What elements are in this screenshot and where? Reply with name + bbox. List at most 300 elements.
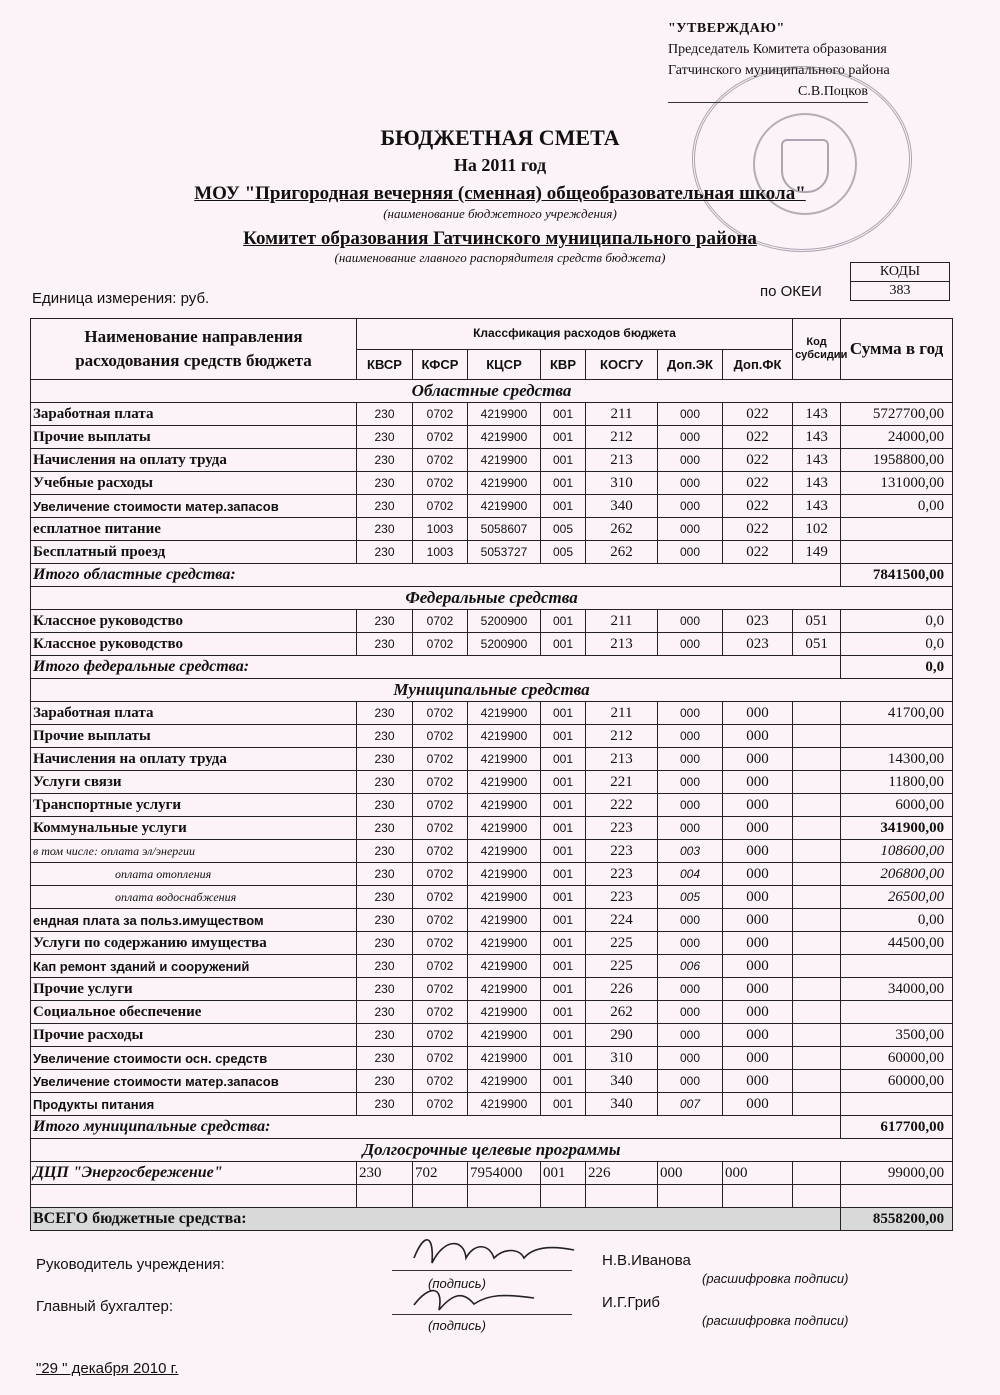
row-sum: 44500,00 — [841, 932, 953, 955]
class-code: 000 — [658, 748, 723, 771]
table-row — [31, 1070, 953, 1093]
row-name: Заработная плата — [31, 403, 357, 426]
class-code: 4219900 — [468, 472, 541, 495]
class-code: 0702 — [413, 426, 468, 449]
class-code: 000 — [723, 1024, 793, 1047]
class-code: 000 — [723, 955, 793, 978]
class-code: 262 — [586, 1001, 658, 1024]
class-code: 000 — [658, 725, 723, 748]
class-code: 230 — [357, 633, 413, 656]
class-code: 001 — [541, 495, 586, 518]
subtotal-row — [31, 1116, 953, 1139]
subsidy-code: 143 — [793, 472, 841, 495]
accountant-name: И.Г.Гриб — [602, 1294, 661, 1311]
row-name: Прочие услуги — [31, 978, 357, 1001]
table-row — [31, 633, 953, 656]
section-title: Долгосрочные целевые программы — [31, 1139, 953, 1162]
class-code: 001 — [541, 1024, 586, 1047]
class-code: 4219900 — [468, 495, 541, 518]
class-code: 221 — [586, 771, 658, 794]
class-code: 0702 — [413, 863, 468, 886]
row-name: ДЦП "Энергосбережение" — [31, 1162, 357, 1185]
class-code: 0702 — [413, 909, 468, 932]
row-sum: 0,00 — [841, 909, 953, 932]
class-code: 5200900 — [468, 610, 541, 633]
col-sub-header: КЦСР — [468, 349, 541, 380]
document-date: "29 " декабря 2010 г. — [36, 1360, 179, 1377]
class-code: 230 — [357, 518, 413, 541]
codes-box — [850, 262, 950, 301]
subtotal-row — [31, 656, 953, 679]
class-code: 005 — [541, 518, 586, 541]
class-code: 4219900 — [468, 403, 541, 426]
empty-cell — [793, 1185, 841, 1208]
col-sub-header: КФСР — [413, 349, 468, 380]
class-code: 230 — [357, 1047, 413, 1070]
subsidy-code: 143 — [793, 426, 841, 449]
class-code: 5058607 — [468, 518, 541, 541]
class-code: 226 — [586, 978, 658, 1001]
table-row — [31, 748, 953, 771]
row-name: Начисления на оплату труда — [31, 449, 357, 472]
col-sub-header: КВСР — [357, 349, 413, 380]
subsidy-code — [793, 863, 841, 886]
row-name: Коммунальные услуги — [31, 817, 357, 840]
class-code: 230 — [357, 955, 413, 978]
table-row — [31, 610, 953, 633]
row-name: Бесплатный проезд — [31, 541, 357, 564]
class-code: 230 — [357, 1024, 413, 1047]
class-code: 4219900 — [468, 702, 541, 725]
empty-cell — [468, 1185, 541, 1208]
subsidy-code — [793, 794, 841, 817]
table-row — [31, 1093, 953, 1116]
class-code: 022 — [723, 518, 793, 541]
class-code: 4219900 — [468, 817, 541, 840]
class-code: 000 — [658, 1070, 723, 1093]
class-code: 000 — [723, 1162, 793, 1185]
class-code: 223 — [586, 886, 658, 909]
row-name: Классное руководство — [31, 633, 357, 656]
class-code: 4219900 — [468, 794, 541, 817]
row-sum: 1958800,00 — [841, 449, 953, 472]
row-name: в том числе: оплата эл/энергии — [31, 840, 357, 863]
row-sum — [841, 955, 953, 978]
empty-cell — [357, 1185, 413, 1208]
accountant-signature-scribble — [404, 1280, 544, 1320]
section-title: Областные средства — [31, 380, 953, 403]
subsidy-code — [793, 978, 841, 1001]
class-code: 000 — [723, 909, 793, 932]
codes-header: КОДЫ — [851, 263, 950, 282]
subsidy-code — [793, 1024, 841, 1047]
accountant-decode-hint: (расшифровка подписи) — [702, 1313, 849, 1328]
class-code: 0702 — [413, 1093, 468, 1116]
head-name: Н.В.Иванова — [602, 1252, 691, 1269]
row-sum: 24000,00 — [841, 426, 953, 449]
table-row — [31, 909, 953, 932]
class-code: 223 — [586, 840, 658, 863]
class-code: 000 — [658, 1024, 723, 1047]
row-name: оплата водоснабжения — [31, 886, 357, 909]
class-code: 4219900 — [468, 932, 541, 955]
class-code: 230 — [357, 863, 413, 886]
row-sum: 14300,00 — [841, 748, 953, 771]
class-code: 4219900 — [468, 1093, 541, 1116]
class-code: 211 — [586, 403, 658, 426]
class-code: 0702 — [413, 794, 468, 817]
class-code: 230 — [357, 794, 413, 817]
empty-cell — [413, 1185, 468, 1208]
row-sum: 34000,00 — [841, 978, 953, 1001]
subsidy-code: 143 — [793, 403, 841, 426]
class-code: 0702 — [413, 1070, 468, 1093]
class-code: 001 — [541, 1093, 586, 1116]
class-code: 001 — [541, 725, 586, 748]
class-code: 0702 — [413, 1001, 468, 1024]
row-name: Увеличение стоимости осн. средств — [31, 1047, 357, 1070]
empty-cell — [723, 1185, 793, 1208]
class-code: 000 — [658, 449, 723, 472]
row-sum: 41700,00 — [841, 702, 953, 725]
class-code: 310 — [586, 1047, 658, 1070]
class-code: 230 — [357, 702, 413, 725]
table-row — [31, 932, 953, 955]
class-code: 000 — [723, 840, 793, 863]
class-code: 230 — [357, 1001, 413, 1024]
section-title: Муниципальные средства — [31, 679, 953, 702]
class-code: 4219900 — [468, 771, 541, 794]
class-code: 000 — [658, 541, 723, 564]
row-name: Увеличение стоимости матер.запасов — [31, 495, 357, 518]
class-code: 223 — [586, 817, 658, 840]
class-code: 0702 — [413, 702, 468, 725]
class-code: 000 — [658, 610, 723, 633]
subsidy-code: 051 — [793, 633, 841, 656]
class-code: 001 — [541, 610, 586, 633]
grand-total-label: ВСЕГО бюджетные средства: — [31, 1208, 841, 1231]
row-name: Прочие выплаты — [31, 725, 357, 748]
class-code: 0702 — [413, 495, 468, 518]
class-code: 001 — [541, 449, 586, 472]
row-name: Кап ремонт зданий и сооружений — [31, 955, 357, 978]
subsidy-code — [793, 955, 841, 978]
class-code: 023 — [723, 633, 793, 656]
row-sum: 0,0 — [841, 633, 953, 656]
class-code: 000 — [723, 886, 793, 909]
table-row — [31, 817, 953, 840]
row-sum: 206800,00 — [841, 863, 953, 886]
class-code: 213 — [586, 449, 658, 472]
table-row — [31, 1047, 953, 1070]
table-row — [31, 1024, 953, 1047]
class-code: 230 — [357, 886, 413, 909]
class-code: 290 — [586, 1024, 658, 1047]
class-code: 213 — [586, 748, 658, 771]
class-code: 001 — [541, 863, 586, 886]
subtotal-label: Итого муниципальные средства: — [31, 1116, 841, 1139]
class-code: 000 — [723, 817, 793, 840]
class-code: 001 — [541, 426, 586, 449]
row-sum: 0,0 — [841, 610, 953, 633]
accountant-sign-hint: (подпись) — [428, 1318, 486, 1333]
head-label: Руководитель учреждения: — [36, 1256, 225, 1273]
class-code: 340 — [586, 1093, 658, 1116]
class-code: 001 — [541, 702, 586, 725]
subtotal-label: Итого областные средства: — [31, 564, 841, 587]
table-row — [31, 794, 953, 817]
class-code: 230 — [357, 426, 413, 449]
class-code: 001 — [541, 840, 586, 863]
row-sum: 108600,00 — [841, 840, 953, 863]
class-code: 000 — [658, 1001, 723, 1024]
doc-title: БЮДЖЕТНАЯ СМЕТА — [380, 125, 620, 150]
class-code: 4219900 — [468, 449, 541, 472]
class-code: 000 — [658, 472, 723, 495]
class-code: 006 — [658, 955, 723, 978]
class-code: 000 — [658, 909, 723, 932]
class-code: 005 — [658, 886, 723, 909]
table-row — [31, 863, 953, 886]
class-code: 212 — [586, 725, 658, 748]
col-sub-header: Доп.ЭК — [658, 349, 723, 380]
class-code: 003 — [658, 840, 723, 863]
row-sum: 60000,00 — [841, 1047, 953, 1070]
row-sum: 131000,00 — [841, 472, 953, 495]
subsidy-code: 102 — [793, 518, 841, 541]
row-sum: 26500,00 — [841, 886, 953, 909]
class-code: 000 — [723, 978, 793, 1001]
row-sum — [841, 541, 953, 564]
row-name: Начисления на оплату труда — [31, 748, 357, 771]
subsidy-code — [793, 1001, 841, 1024]
row-name: Услуги по содержанию имущества — [31, 932, 357, 955]
subsidy-code — [793, 932, 841, 955]
subsidy-code — [793, 748, 841, 771]
col-class-header: Классфикация расходов бюджета — [357, 319, 793, 350]
class-code: 702 — [413, 1162, 468, 1185]
row-sum — [841, 725, 953, 748]
class-code: 000 — [723, 725, 793, 748]
section-row — [31, 587, 953, 610]
row-sum: 341900,00 — [841, 817, 953, 840]
row-sum: 0,00 — [841, 495, 953, 518]
class-code: 000 — [723, 1070, 793, 1093]
class-code: 001 — [541, 909, 586, 932]
class-code: 5200900 — [468, 633, 541, 656]
empty-cell — [841, 1185, 953, 1208]
class-code: 0702 — [413, 932, 468, 955]
empty-cell — [541, 1185, 586, 1208]
class-code: 000 — [723, 863, 793, 886]
head-sign-hint: (подпись) — [428, 1276, 486, 1291]
table-row — [31, 771, 953, 794]
class-code: 4219900 — [468, 955, 541, 978]
row-name: Заработная плата — [31, 702, 357, 725]
class-code: 0702 — [413, 449, 468, 472]
head-decode-hint: (расшифровка подписи) — [702, 1271, 849, 1286]
class-code: 310 — [586, 472, 658, 495]
row-name: ендная плата за польз.имуществом — [31, 909, 357, 932]
class-code: 001 — [541, 771, 586, 794]
class-code: 000 — [658, 633, 723, 656]
table-row — [31, 1001, 953, 1024]
doc-year: На 2011 год — [453, 155, 547, 175]
class-code: 001 — [541, 886, 586, 909]
subsidy-code: 051 — [793, 610, 841, 633]
row-sum — [841, 1001, 953, 1024]
approval-line-1: Председатель Комитета образования — [668, 42, 887, 57]
row-name: оплата отопления — [31, 863, 357, 886]
subsidy-code — [793, 909, 841, 932]
class-code: 230 — [357, 978, 413, 1001]
class-code: 0702 — [413, 955, 468, 978]
class-code: 211 — [586, 610, 658, 633]
subsidy-code — [793, 725, 841, 748]
class-code: 001 — [541, 932, 586, 955]
class-code: 001 — [541, 978, 586, 1001]
class-code: 224 — [586, 909, 658, 932]
class-code: 000 — [658, 518, 723, 541]
class-code: 340 — [586, 1070, 658, 1093]
class-code: 0702 — [413, 886, 468, 909]
row-sum: 60000,00 — [841, 1070, 953, 1093]
class-code: 340 — [586, 495, 658, 518]
class-code: 000 — [723, 1001, 793, 1024]
col-sum-header: Сумма в год — [841, 319, 953, 380]
class-code: 000 — [723, 1093, 793, 1116]
class-code: 230 — [357, 495, 413, 518]
class-code: 230 — [357, 541, 413, 564]
class-code: 0702 — [413, 1047, 468, 1070]
class-code: 222 — [586, 794, 658, 817]
class-code: 0702 — [413, 1024, 468, 1047]
class-code: 262 — [586, 541, 658, 564]
class-code: 4219900 — [468, 1047, 541, 1070]
head-signature-scribble — [404, 1228, 584, 1278]
class-code: 000 — [658, 978, 723, 1001]
class-code: 000 — [658, 495, 723, 518]
class-code: 022 — [723, 449, 793, 472]
class-code: 1003 — [413, 541, 468, 564]
accountant-label: Главный бухгалтер: — [36, 1298, 174, 1315]
class-code: 4219900 — [468, 863, 541, 886]
class-code: 230 — [357, 1093, 413, 1116]
class-code: 212 — [586, 426, 658, 449]
class-code: 005 — [541, 541, 586, 564]
subsidy-code — [793, 817, 841, 840]
subsidy-code: 143 — [793, 449, 841, 472]
table-row — [31, 495, 953, 518]
table-row — [31, 518, 953, 541]
class-code: 1003 — [413, 518, 468, 541]
empty-row — [31, 1185, 953, 1208]
class-code: 230 — [357, 932, 413, 955]
table-row — [31, 840, 953, 863]
class-code: 0702 — [413, 817, 468, 840]
subtotal-row — [31, 564, 953, 587]
class-code: 262 — [586, 518, 658, 541]
empty-cell — [31, 1185, 357, 1208]
table-row — [31, 449, 953, 472]
class-code: 225 — [586, 932, 658, 955]
class-code: 022 — [723, 495, 793, 518]
class-code: 4219900 — [468, 725, 541, 748]
class-code: 000 — [723, 794, 793, 817]
okei-code: 383 — [851, 282, 950, 301]
class-code: 4219900 — [468, 978, 541, 1001]
table-row — [31, 886, 953, 909]
approval-signer: С.В.Поцков — [798, 84, 868, 99]
class-code: 001 — [541, 748, 586, 771]
approval-line-2: Гатчинского муниципального района — [668, 63, 890, 78]
class-code: 000 — [723, 748, 793, 771]
class-code: 001 — [541, 1047, 586, 1070]
class-code: 007 — [658, 1093, 723, 1116]
class-code: 0702 — [413, 771, 468, 794]
class-code: 001 — [541, 403, 586, 426]
class-code: 230 — [357, 909, 413, 932]
class-code: 4219900 — [468, 1001, 541, 1024]
class-code: 001 — [541, 472, 586, 495]
table-row — [31, 472, 953, 495]
table-row — [31, 1162, 953, 1185]
subsidy-code — [793, 771, 841, 794]
row-sum — [841, 1093, 953, 1116]
subsidy-code: 143 — [793, 495, 841, 518]
class-code: 0702 — [413, 978, 468, 1001]
class-code: 0702 — [413, 633, 468, 656]
empty-cell — [586, 1185, 658, 1208]
row-name: Социальное обеспечение — [31, 1001, 357, 1024]
row-sum: 99000,00 — [841, 1162, 953, 1185]
section-row — [31, 380, 953, 403]
table-row — [31, 955, 953, 978]
class-code: 000 — [723, 1047, 793, 1070]
section-row — [31, 1139, 953, 1162]
row-name: Учебные расходы — [31, 472, 357, 495]
subsidy-code — [793, 1093, 841, 1116]
row-name: Продукты питания — [31, 1093, 357, 1116]
grand-total-sum: 8558200,00 — [841, 1208, 953, 1231]
class-code: 001 — [541, 1070, 586, 1093]
table-row — [31, 426, 953, 449]
class-code: 001 — [541, 817, 586, 840]
okei-label: по ОКЕИ — [760, 283, 822, 300]
row-sum: 6000,00 — [841, 794, 953, 817]
class-code: 000 — [658, 771, 723, 794]
class-code: 4219900 — [468, 840, 541, 863]
class-code: 225 — [586, 955, 658, 978]
approval-title: "УТВЕРЖДАЮ" — [668, 21, 785, 36]
institution-name: МОУ "Пригородная вечерняя (сменная) общеобразовательная школа" — [194, 183, 806, 204]
subtotal-sum: 617700,00 — [841, 1116, 953, 1139]
class-code: 7954000 — [468, 1162, 541, 1185]
class-code: 000 — [658, 1162, 723, 1185]
table-row — [31, 403, 953, 426]
class-code: 4219900 — [468, 748, 541, 771]
class-code: 230 — [357, 1162, 413, 1185]
row-sum: 11800,00 — [841, 771, 953, 794]
class-code: 230 — [357, 403, 413, 426]
class-code: 213 — [586, 633, 658, 656]
row-name: есплатное питание — [31, 518, 357, 541]
row-name: Классное руководство — [31, 610, 357, 633]
class-code: 022 — [723, 403, 793, 426]
subsidy-code — [793, 1070, 841, 1093]
class-code: 0702 — [413, 840, 468, 863]
class-code: 0702 — [413, 748, 468, 771]
